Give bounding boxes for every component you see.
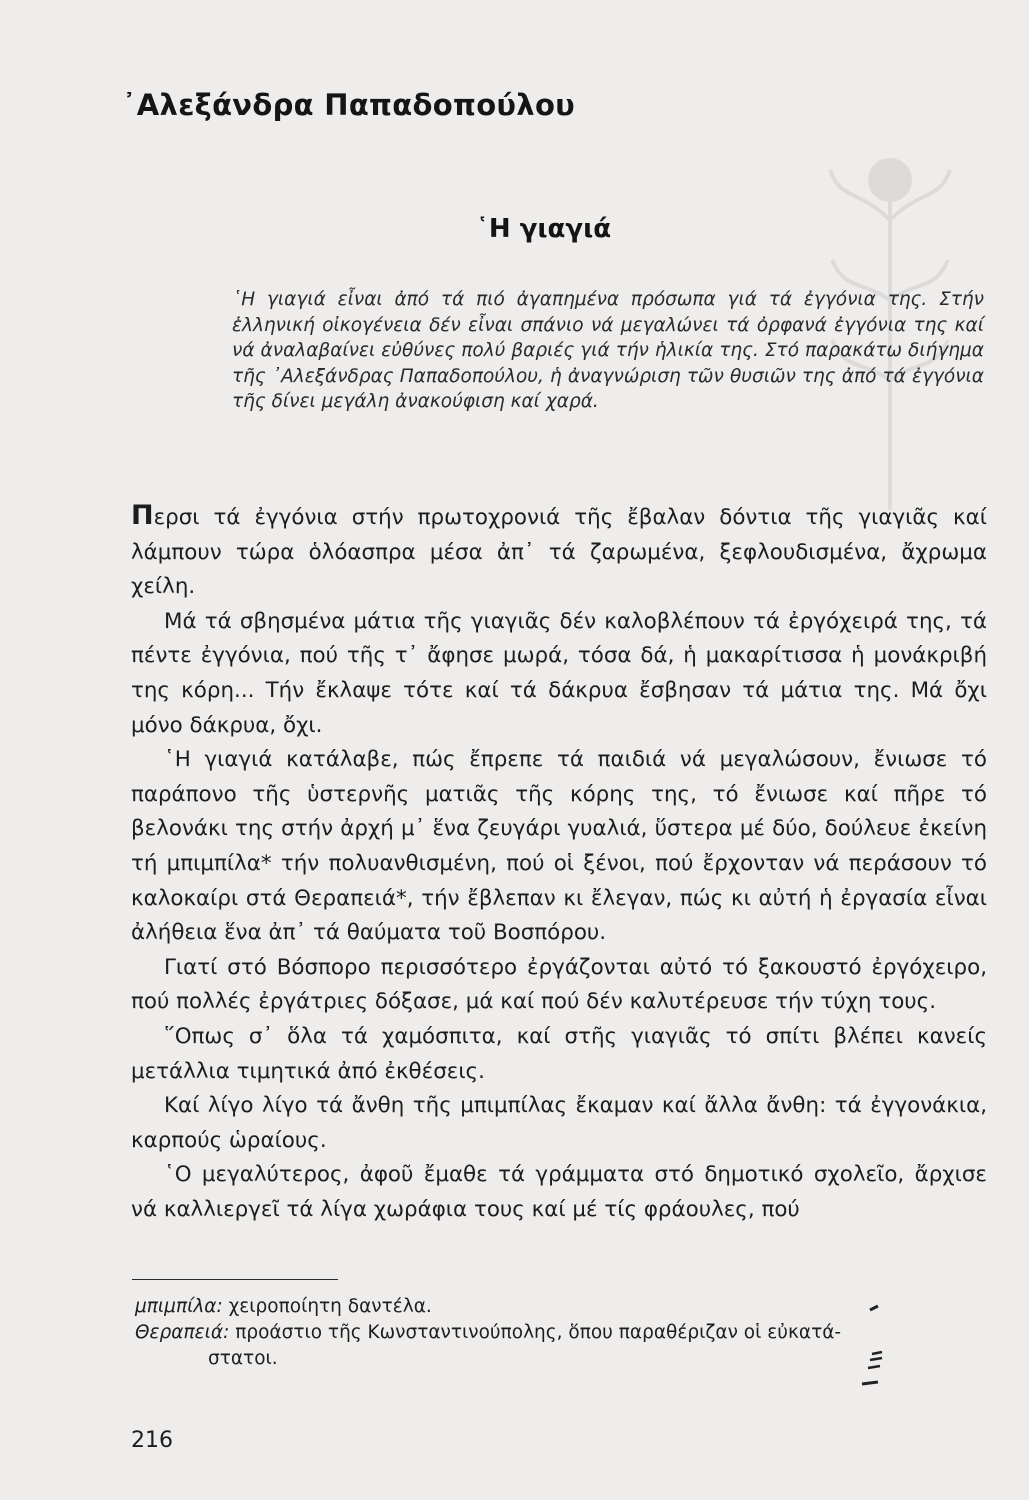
body-paragraph: Καί λίγο λίγο τά ἄνθη τῆς μπιμπίλας ἔκαμαν καί ἄλλα ἄνθη: τά ἐγγονάκια, καρπούς ὡραίους. [131, 1093, 987, 1153]
intro-paragraph: ῾Η γιαγιά εἶναι ἀπό τά πιό ἀγαπημένα πρόσωπα γιά τά ἐγγόνια της. Στήν ἑλληνική οἰκογένεια δέν εἶναι σπάνιο νά μεγαλώνει τά ὀρφανά ἐγγόνια της καί νά ἀναλαβαίνει εὐθύνες πολύ βαριές γιά τήν ἡλικία της. Στό παρακάτω διήγημα τῆς ᾿Αλεξάνδρας Παπαδοπούλου, ἡ ἀναγνώριση τῶν θυσιῶν της ἀπό τά ἐγγόνια τῆς δίνει μεγάλη ἀνακούφιση καί χαρά. [232, 289, 984, 413]
body-paragraph: ῞Οπως σ᾿ ὅλα τά χαμόσπιτα, καί στῆς γιαγιᾶς τό σπίτι βλέπει κανείς μετάλλια τιμητικά ἀπό ἐκθέσεις. [131, 1023, 987, 1084]
footnote-continuation: στατοι. [208, 1348, 278, 1369]
body-paragraph: Μά τά σβησμένα μάτια τῆς γιαγιᾶς δέν καλοβλέπουν τά ἐργόχειρά της, τά πέντε ἐγγόνια, πού τῆς τ᾿ ἄφησε μωρά, τόσα δά, ἡ μακαρίτισσα ἡ μονάκριβή της κόρη... Τήν ἔκλαψε τότε καί τά δάκρυα ἔσβησαν τά μάτια της. Μά ὄχι μόνο δάκρυα, ὄχι. [131, 608, 987, 738]
body-paragraph: ῾Η γιαγιά κατάλαβε, πώς ἔπρεπε τά παιδιά νά μεγαλώσουν, ἔνιωσε τό παράπονο τῆς ὑστερνῆς ματιᾶς τῆς κόρης της, τό ἔνιωσε καί πῆρε τό βελονάκι της στήν ἀρχή μ᾿ ἕνα ζευγάρι γυαλιά, ὕστερα μέ δύο, δούλευε ἐκείνη τή μπιμπίλα* τήν πολυανθισμένη, πού οἱ ξένοι, πού ἔρχονταν νά περάσουν τό καλοκαίρι στά Θεραπειά*, τήν ἔβλεπαν κι ἔλεγαν, πώς κι αὐτή ἡ ἐργασία εἶναι ἀλήθεια ἕνα ἀπ᾿ τά θαύματα τοῦ Βοσπόρου. [131, 747, 987, 946]
pen-mark-decoration [848, 1300, 888, 1400]
footnote-term: μπιμπίλα: [135, 1296, 223, 1317]
body-paragraph: Γιατί στό Βόσπορο περισσότερο ἐργάζονται αὐτό τό ξακουστό ἐργόχειρο, πού πολλές ἐργάτριες δόξασε, μά καί πού δέν καλυτέρευσε τήν τύχη τους. [131, 954, 987, 1015]
story-title: ῾Η γιαγιά [475, 214, 612, 244]
body-paragraph-text: ερσι τά ἐγγόνια στήν πρωτοχρονιά τῆς ἔβαλαν δόντια τῆς γιαγιᾶς καί λάμπουν τώρα ὁλόασπρα μέσα ἀπ᾿ τά ζαρωμένα, ξεφλουδισμένα, ἄχρωμα χείλη. [131, 505, 987, 600]
footnote-term: Θεραπειά: [135, 1322, 230, 1343]
story-body [131, 499, 987, 1227]
author-name: ᾿Αλεξάνδρα Παπαδοπούλου [122, 88, 576, 122]
footnote-definition: προάστιο τῆς Κωνσταντινούπολης, ὅπου παραθέριζαν οἱ εὐκατά- [229, 1322, 842, 1343]
footnote-definition: χειροποίητη δαντέλα. [222, 1296, 432, 1317]
drop-cap: Π [131, 500, 154, 531]
footnote-divider [132, 1279, 338, 1280]
body-paragraph: ῾Ο μεγαλύτερος, ἀφοῦ ἔμαθε τά γράμματα στό δημοτικό σχολεῖο, ἄρχισε νά καλλιεργεῖ τά λίγα χωράφια τους καί μέ τίς φράουλες, πού [131, 1162, 987, 1222]
body-paragraph [131, 499, 987, 605]
page-number: 216 [131, 1428, 173, 1453]
